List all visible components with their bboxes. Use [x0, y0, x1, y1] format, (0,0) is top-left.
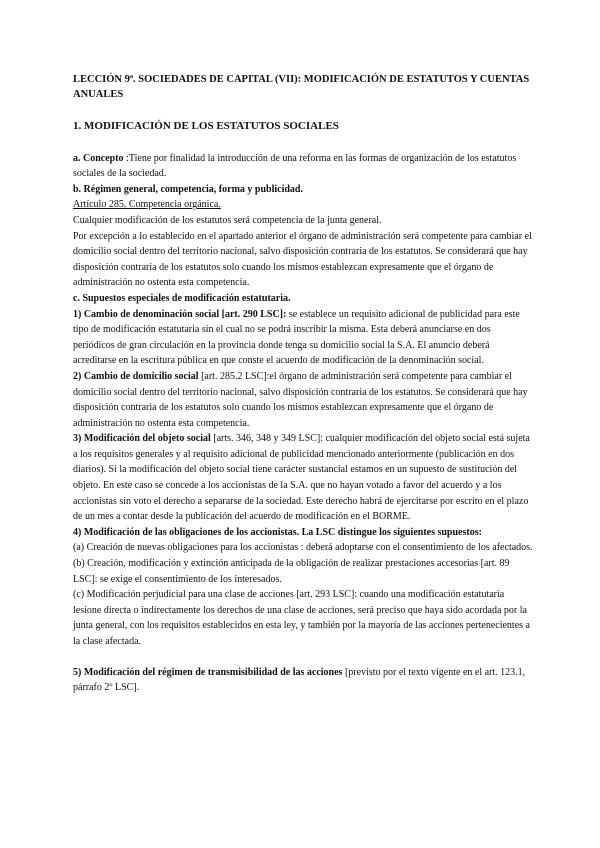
concepto-text: :Tiene por finalidad la introducción de una reforma en las formas de organización de los estatutos sociales de la sociedad. — [73, 152, 517, 180]
list-item-obligaciones-b: (b) Creación, modificación y extinción anticipada de la obligación de realizar prestaciones accesorias [art. 89 LSC]: se exige el consentimiento de los interesados. — [73, 558, 510, 585]
cambio-denominacion-text: se establece un requisito adicional de publicidad para este tipo de modificación estatutaria sin el cual no se podrá inscribir la misma. Esta deberá anunciarse en dos periódicos de gran circulación en la provincia donde tenga su domicilio social la S.A. El anuncio deberá acreditarse en la escritura pública en que conste el acuerdo de modificación de la denominación social. — [73, 308, 520, 367]
modificacion-objeto-label: 3) Modificación del objeto social — [73, 433, 211, 445]
concepto-label: a. Concepto — [73, 152, 124, 164]
paragraph-competencia-junta: Cualquier modificación de los estatutos será competencia de la junta general. — [73, 214, 382, 226]
transmisibilidad-label: 5) Modificación del régimen de transmisibilidad de las acciones — [73, 666, 343, 678]
article-285-heading: Artículo 285. Competencia orgánica. — [73, 199, 221, 211]
heading-obligaciones-accionistas — [73, 525, 533, 541]
document-body — [73, 72, 533, 696]
regimen-general-label: b. Régimen general, competencia, forma y publicidad. — [73, 183, 303, 195]
paragraph-excepcion-organo: Por excepción a lo establecido en el apartado anterior el órgano de administración será competente para cambiar el domicilio social dentro del territorio nacional, salvo disposición contraria de los estatutos. Se considerará que hay disposición contraria de los estatutos solo cuando los mismos establezcan expresamente que el órgano de administración no ostenta esta competencia. — [73, 230, 532, 289]
paragraph-concepto — [73, 151, 533, 182]
cambio-domicilio-label: 2) Cambio de domicilio social — [73, 370, 199, 382]
paragraph-transmisibilidad — [73, 665, 533, 696]
lesson-title: LECCIÓN 9ª. SOCIEDADES DE CAPITAL (VII): MODIFICACIÓN DE ESTATUTOS Y CUENTAS ANUALES — [73, 74, 530, 100]
list-item-obligaciones-a: (a) Creación de nuevas obligaciones para los accionistas : deberá adoptarse con el consentimiento de los afectados. — [73, 542, 533, 554]
obligaciones-accionistas-label: 4) Modificación de las obligaciones de los accionistas. La LSC distingue los siguientes supuestos: — [73, 526, 482, 538]
paragraph-cambio-domicilio — [73, 369, 533, 431]
cambio-denominacion-label: 1) Cambio de denominación social [art. 290 LSC]: — [73, 308, 287, 320]
supuestos-especiales-label: c. Supuestos especiales de modificación estatutaria. — [73, 292, 291, 304]
heading-regimen-general — [73, 182, 533, 198]
paragraph-cambio-denominacion — [73, 307, 533, 369]
cambio-domicilio-text: [art. 285.2 LSC]:el órgano de administración será competente para cambiar el domicilio social dentro del territorio nacional, salvo disposición contraria de los estatutos. Se considerará que hay disposición contraria de los estatutos solo cuando los mismos establezcan expresamente que el órgano de administración no ostenta esta competencia. — [73, 370, 528, 429]
list-item-obligaciones-c: (c) Modificación perjudicial para una clase de acciones [art. 293 LSC]: cuando una modificación estatutaria lesione directa o indirectamente los derechos de una clase de acciones, será preciso que haya sido acordada por la junta general, con los requisitos establecidos en esta ley, y también por la mayoría de las acciones pertenecientes a la clase afectada. — [73, 589, 530, 647]
modificacion-objeto-text: [arts. 346, 348 y 349 LSC]: cualquier modificación del objeto social está sujeta a los requisitos generales y al requisito adicional de publicidad mencionado anteriormente (publicación en dos diarios). Si la modificación del objeto social tiene carácter sustancial estamos en un supuesto de sustitución del objeto. En este caso se concede a los accionistas de la S.A. que no hayan votado a favor del acuerdo y a los accionistas sin voto el derecho a separarse de la sociedad. Este derecho habrá de ejercitarse por escrito en el plazo de un mes a contar desde la publicación del acuerdo de modificación en el BORME. — [73, 433, 530, 523]
section-heading-1: 1. MODIFICACIÓN DE LOS ESTATUTOS SOCIALES — [73, 120, 339, 132]
heading-supuestos-especiales — [73, 291, 533, 307]
paragraph-modificacion-objeto — [73, 431, 533, 525]
transmisibilidad-text: [previsto por el texto vigente en el art. 123.1, párrafo 2º LSC]. — [73, 666, 526, 694]
